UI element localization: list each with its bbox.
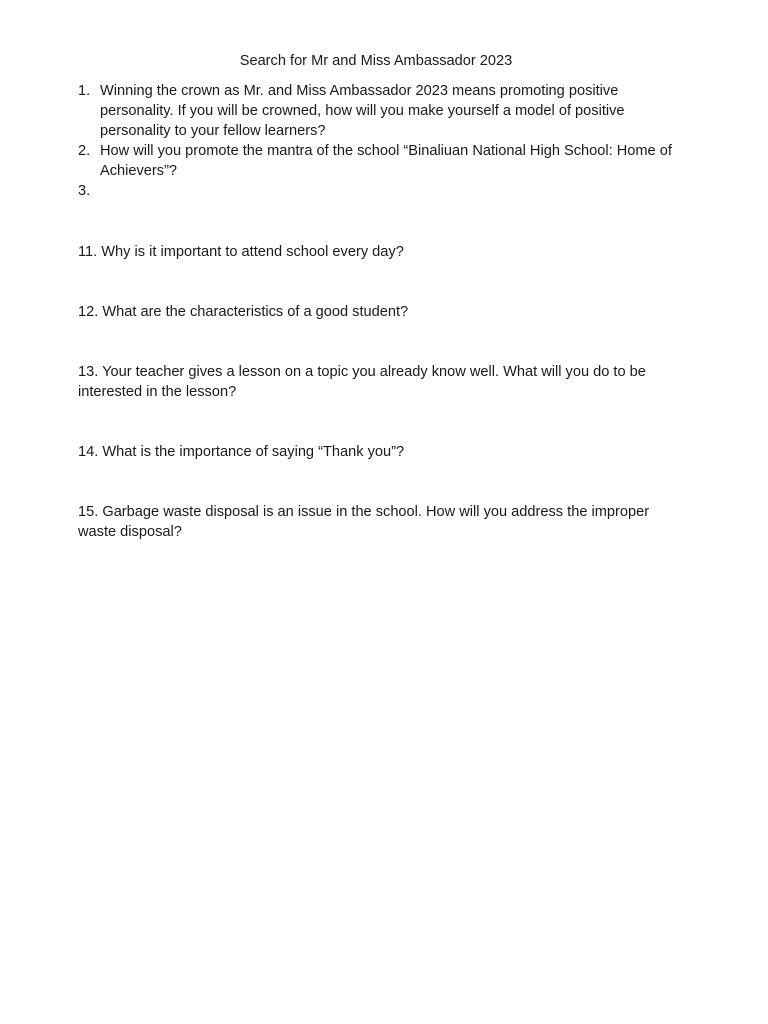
list-item-number: 2. (78, 143, 91, 159)
list-item-number: 3. (78, 183, 91, 199)
question-11: 11. Why is it important to attend school every day? (78, 244, 404, 260)
question-14: 14. What is the importance of saying “Thank you”? (78, 444, 405, 460)
list-item (78, 141, 678, 181)
list-item-text: Winning the crown as Mr. and Miss Ambassador 2023 means promoting positive personality. If you will be crowned, how will you make yourself a model of positive personality to your fellow learners? (100, 83, 625, 139)
numbered-question-list (78, 81, 678, 201)
list-item (78, 81, 678, 141)
list-item-number: 1. (78, 83, 91, 99)
list-item-text (100, 183, 104, 199)
question-15: 15. Garbage waste disposal is an issue in the school. How will you address the improper waste disposal? (78, 504, 650, 540)
question-12: 12. What are the characteristics of a good student? (78, 304, 409, 320)
document-title: Search for Mr and Miss Ambassador 2023 (239, 53, 513, 69)
list-item-text: How will you promote the mantra of the school “Binaliuan National High School: Home of Achievers”? (100, 143, 672, 179)
list-item (78, 181, 678, 201)
question-13: 13. Your teacher gives a lesson on a topic you already know well. What will you do to be interested in the lesson? (78, 364, 646, 400)
